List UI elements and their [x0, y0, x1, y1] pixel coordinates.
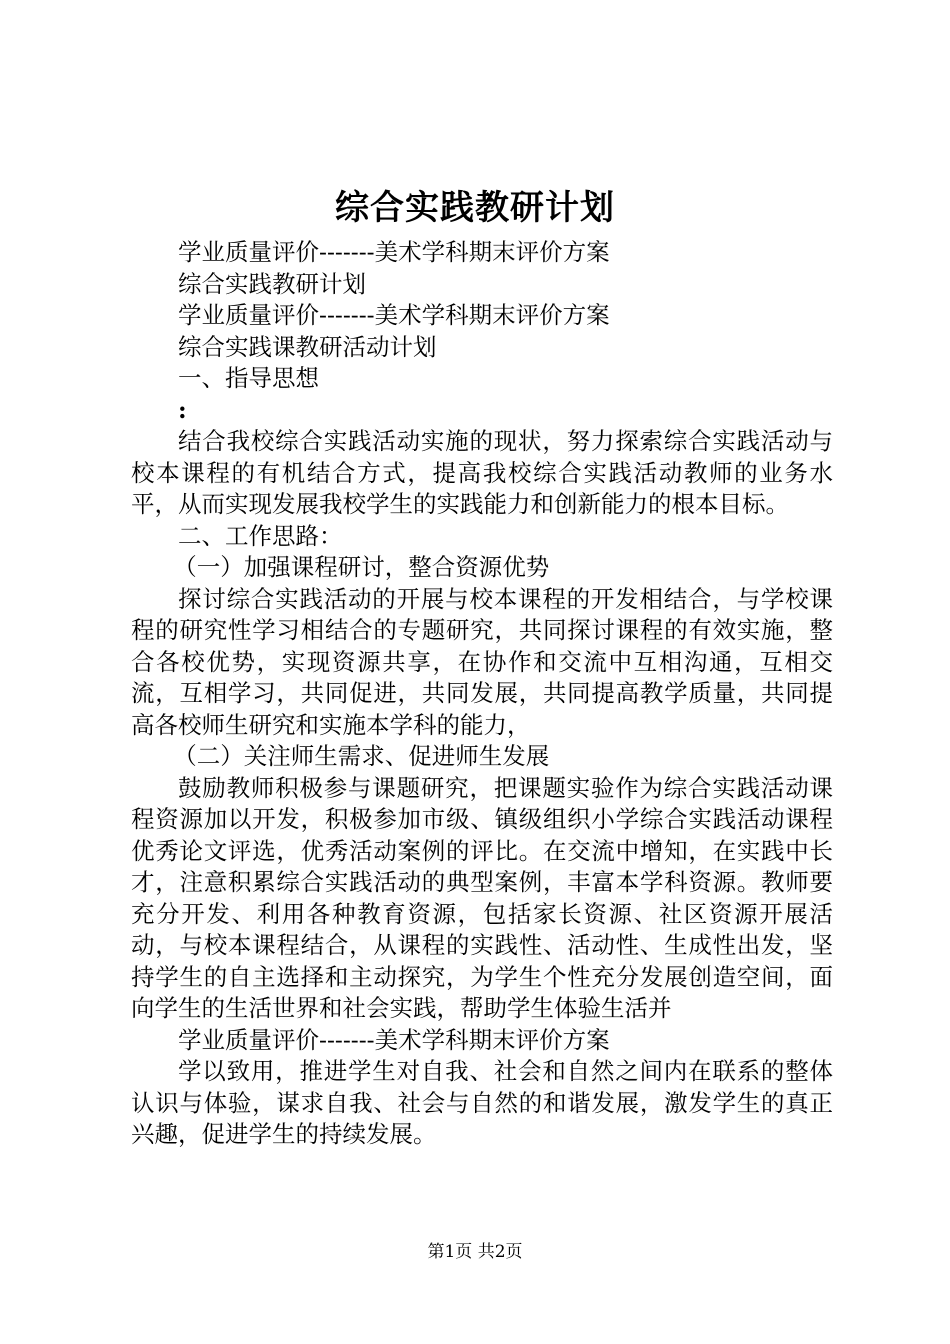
subsection-heading-2: （二）关注师生需求、促进师生发展: [173, 742, 550, 770]
document-body: [131, 237, 833, 1151]
subsection-heading-1: （一）加强课程研讨，整合资源优势: [173, 553, 550, 581]
section-heading-guiding-thought: 一、指导思想: [178, 364, 319, 392]
paragraph-course-research: 探讨综合实践活动的开展与校本课程的开发相结合，与学校课程的研究性学习相结合的专题研究，共同探讨课程的有效实施，整合各校优势，实现资源共享，在协作和交流中互相沟通，互相交流，互相学习，共同促进，共同发展，共同提高教学质量，共同提高各校师生研究和实施本学科的能力，: [131, 584, 833, 739]
paragraph-guiding-thought: 结合我校综合实践活动实施的现状，努力探索综合实践活动与校本课程的有机结合方式，提高我校综合实践活动教师的业务水平，从而实现发展我校学生的实践能力和创新能力的根本目标。: [131, 427, 833, 518]
paragraph-teacher-development: 鼓励教师积极参与课题研究，把课题实验作为综合实践活动课程资源加以开发，积极参加市级、镇级组织小学综合实践活动课程优秀论文评选，优秀活动案例的评比。在交流中增知，在实践中长才，注意积累综合实践活动的典型案例，丰富本学科资源。教师要充分开发、利用各种教育资源，包括家长资源、社区资源开展活动，与校本课程结合，从课程的实践性、活动性、生成性出发，坚持学生的自主选择和主动探究，为学生个性充分发展创造空间，面向学生的生活世界和社会实践，帮助学生体验生活并: [131, 773, 833, 1022]
paragraph-learning-application: 学以致用，推进学生对自我、社会和自然之间内在联系的整体认识与体验，谋求自我、社会与自然的和谐发展，激发学生的真正兴趣，促进学生的持续发展。: [131, 1057, 833, 1148]
paragraph-subtitle-1: 学业质量评价-------美术学科期末评价方案: [178, 238, 610, 266]
paragraph-subtitle-5: 学业质量评价-------美术学科期末评价方案: [178, 1025, 610, 1054]
paragraph-subtitle-2: 综合实践教研计划: [178, 269, 366, 298]
page-footer: 第1页 共2页: [427, 1242, 523, 1262]
paragraph-subtitle-4: 综合实践课教研活动计划: [178, 332, 437, 361]
document-title: 综合实践教研计划: [335, 188, 615, 228]
paragraph-subtitle-3: 学业质量评价-------美术学科期末评价方案: [178, 301, 610, 329]
colon-line: :: [178, 395, 187, 424]
section-heading-work-ideas: 二、工作思路：: [178, 521, 343, 550]
